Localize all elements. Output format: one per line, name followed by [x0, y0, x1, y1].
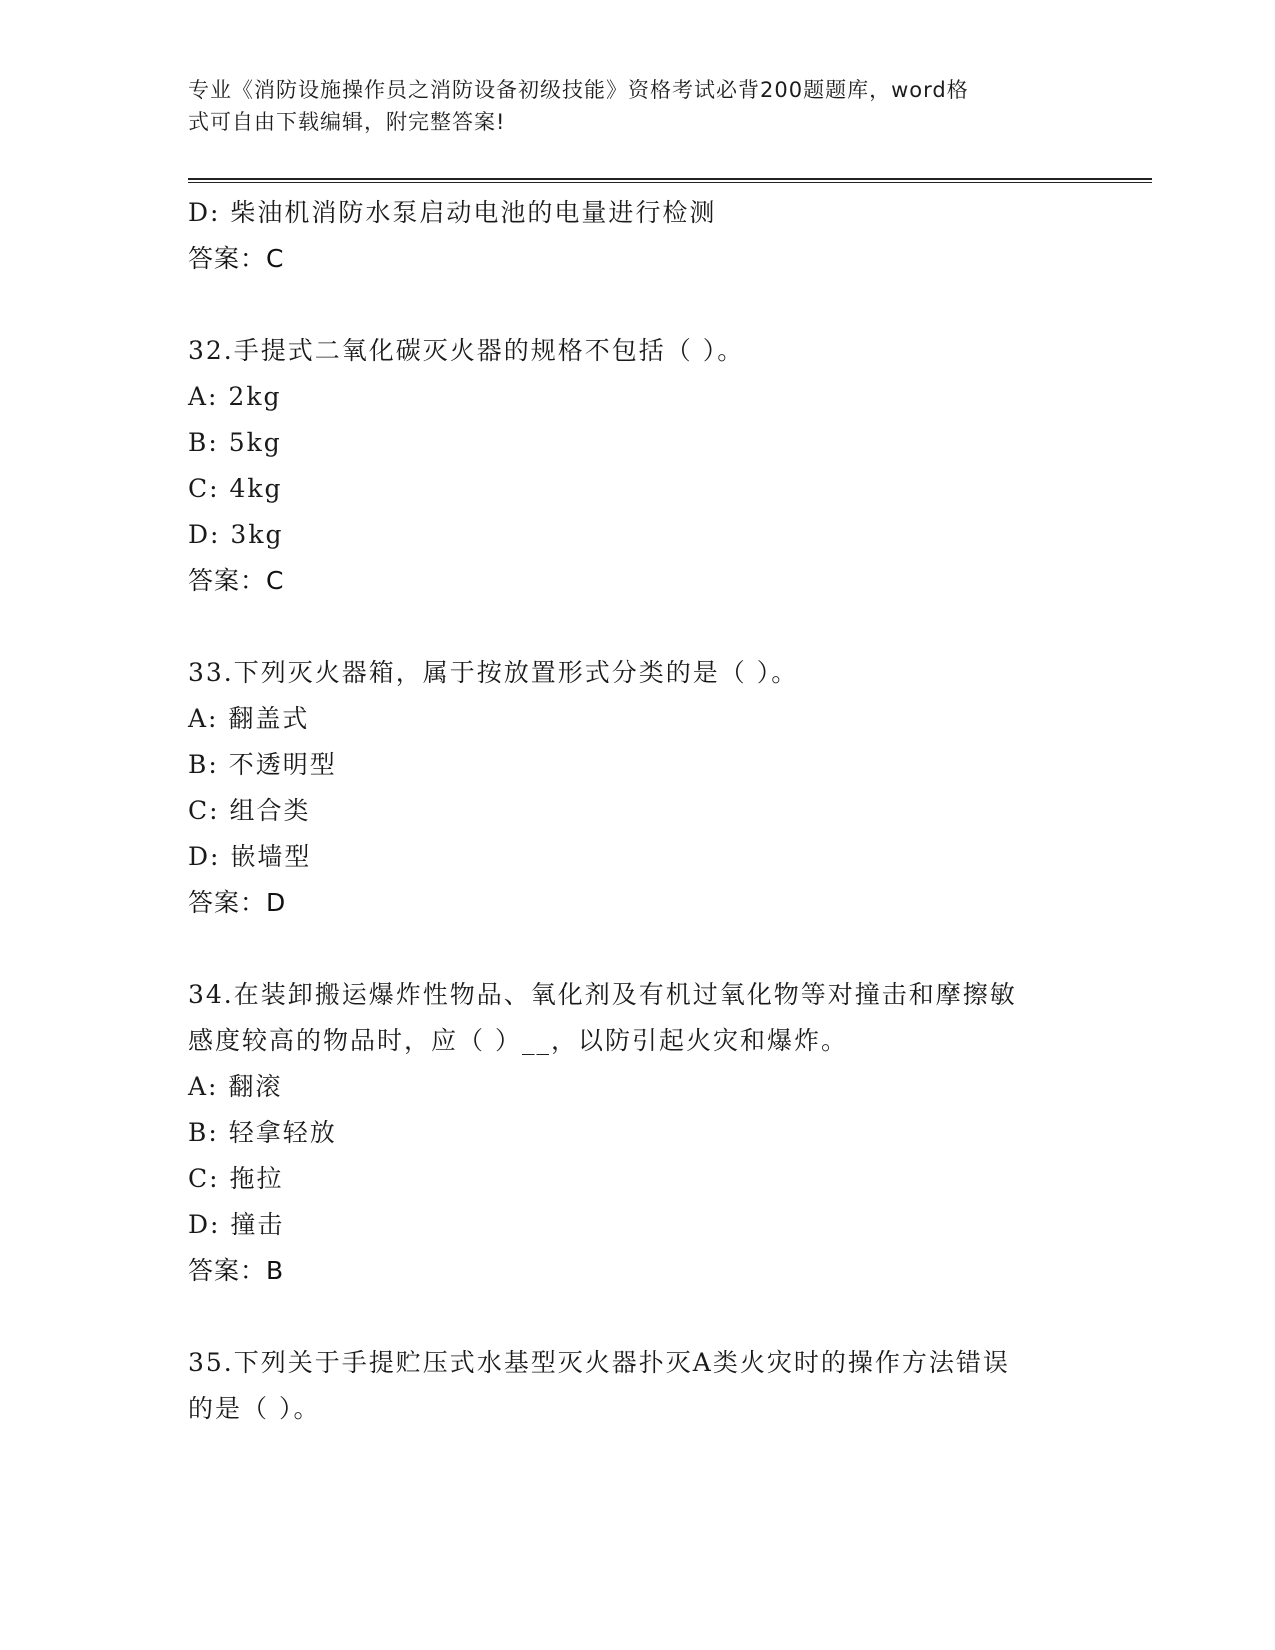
- question-stem-line-2: 感度较高的物品时，应（ ）__，以防引起火灾和爆炸。: [188, 1026, 848, 1055]
- document-header: [188, 74, 1068, 138]
- question-35: [188, 1340, 1088, 1432]
- answer: 答案：B: [188, 1256, 285, 1285]
- option-b: B: 不透明型: [188, 750, 337, 779]
- option-c: C: 组合类: [188, 796, 311, 825]
- question-stem-line-1: 35.下列关于手提贮压式水基型灭火器扑灭A类火灾时的操作方法错误: [188, 1348, 1010, 1377]
- header-line-2: 式可自由下载编辑，附完整答案!: [188, 110, 506, 134]
- question-stem-line-1: 34.在装卸搬运爆炸性物品、氧化剂及有机过氧化物等对撞击和摩擦敏: [188, 980, 1017, 1009]
- option-a: A: 2kg: [188, 382, 282, 411]
- option-a: A: 翻滚: [188, 1072, 283, 1101]
- answer: 答案：D: [188, 888, 287, 917]
- question-list: [188, 190, 1088, 1432]
- question-stem: 33.下列灭火器箱，属于按放置形式分类的是（ ）。: [188, 658, 799, 687]
- question-34: [188, 972, 1088, 1294]
- option-c: C: 4kg: [188, 474, 283, 503]
- option-b: B: 轻拿轻放: [188, 1118, 337, 1147]
- question-32: [188, 328, 1088, 604]
- answer: 答案：C: [188, 566, 285, 595]
- header-line-1: 专业《消防设施操作员之消防设备初级技能》资格考试必背200题题库，word格: [188, 78, 969, 102]
- spacer: [188, 1294, 1088, 1340]
- option-b: B: 5kg: [188, 428, 282, 457]
- question-stem-line-2: 的是（ ）。: [188, 1394, 321, 1423]
- question-stem: 32.手提式二氧化碳灭火器的规格不包括（ ）。: [188, 336, 745, 365]
- option-d: D: 3kg: [188, 520, 284, 549]
- option-d: D: 柴油机消防水泵启动电池的电量进行检测: [188, 198, 717, 227]
- spacer: [188, 282, 1088, 328]
- option-a: A: 翻盖式: [188, 704, 310, 733]
- spacer: [188, 926, 1088, 972]
- answer: 答案：C: [188, 244, 285, 273]
- option-d: D: 撞击: [188, 1210, 285, 1239]
- header-divider: [188, 178, 1152, 183]
- spacer: [188, 604, 1088, 650]
- previous-question-tail: [188, 190, 1088, 282]
- option-d: D: 嵌墙型: [188, 842, 312, 871]
- option-c: C: 拖拉: [188, 1164, 284, 1193]
- question-33: [188, 650, 1088, 926]
